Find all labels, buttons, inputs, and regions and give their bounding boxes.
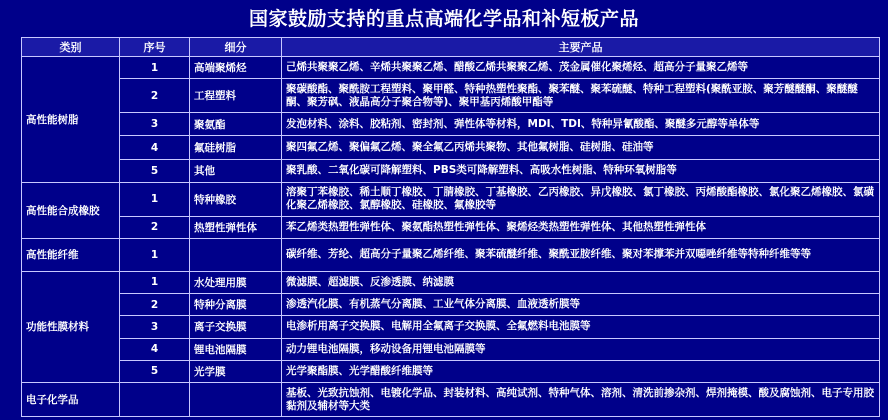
table-row	[22, 239, 880, 272]
row-number: 1	[120, 57, 190, 79]
subcategory-cell: 离子交换膜	[190, 316, 282, 338]
products-cell: 聚乳酸、二氧化碳可降解塑料、PBS类可降解塑料、高吸水性树脂、特种环氧树脂等	[282, 159, 880, 182]
table-row	[22, 338, 880, 360]
row-number: 2	[120, 216, 190, 238]
subcategory-cell: 其他	[190, 159, 282, 182]
products-cell: 碳纤维、芳纶、超高分子量聚乙烯纤维、聚苯硫醚纤维、聚酰亚胺纤维、聚对苯撑苯并双噁唑纤维等特种纤维等等	[282, 239, 880, 272]
products-cell: 电渗析用离子交换膜、电解用全氟离子交换膜、全氟燃料电池膜等	[282, 316, 880, 338]
row-number: 5	[120, 159, 190, 182]
category-cell: 功能性膜材料	[22, 271, 120, 382]
subcategory-cell: 氟硅树脂	[190, 136, 282, 159]
subcategory-cell: 聚氨酯	[190, 113, 282, 136]
row-number: 1	[120, 239, 190, 272]
row-number: 3	[120, 316, 190, 338]
table-row	[22, 216, 880, 238]
row-number: 4	[120, 338, 190, 360]
category-cell: 电子化学品	[22, 383, 120, 417]
subcategory-cell: 光学膜	[190, 360, 282, 382]
table-row	[22, 113, 880, 136]
table-row	[22, 182, 880, 216]
row-number: 1	[120, 182, 190, 216]
category-cell: 高性能纤维	[22, 239, 120, 272]
subcategory-cell: 特种分离膜	[190, 294, 282, 316]
subcategory-cell	[190, 239, 282, 272]
subcategory-cell	[190, 383, 282, 417]
header-category: 类别	[22, 38, 120, 57]
table-row	[22, 271, 880, 293]
category-cell: 高性能合成橡胶	[22, 182, 120, 238]
table-row	[22, 294, 880, 316]
row-number: 5	[120, 360, 190, 382]
products-cell: 基板、光致抗蚀剂、电镀化学品、封装材料、高纯试剂、特种气体、溶剂、清洗前掺杂剂、焊剂掩模、酸及腐蚀剂、电子专用胶黏剂及辅材等大类	[282, 383, 880, 417]
page-title: 国家鼓励支持的重点高端化学品和补短板产品	[248, 8, 639, 30]
products-cell: 己烯共聚聚乙烯、辛烯共聚聚乙烯、醋酸乙烯共聚聚乙烯、茂金属催化聚烯烃、超高分子量聚乙烯等	[282, 57, 880, 79]
table-row	[22, 136, 880, 159]
subcategory-cell: 特种橡胶	[190, 182, 282, 216]
subcategory-cell: 高端聚烯烃	[190, 57, 282, 79]
row-number: 4	[120, 136, 190, 159]
header-main-products: 主要产品	[282, 38, 880, 57]
table-row	[22, 316, 880, 338]
subcategory-cell: 工程塑料	[190, 79, 282, 113]
row-number: 1	[120, 271, 190, 293]
row-number: 2	[120, 294, 190, 316]
header-number: 序号	[120, 38, 190, 57]
products-cell: 聚碳酸酯、聚酰胺工程塑料、聚甲醛、特种热塑性聚酯、聚苯醚、聚苯硫醚、特种工程塑料(聚酰亚胺、聚芳醚醚酮、聚醚醚酮、聚芳砜、液晶高分子聚合物等)、聚甲基丙烯酸甲酯等	[282, 79, 880, 113]
table-header-row	[22, 38, 880, 57]
products-cell: 聚四氟乙烯、聚偏氟乙烯、聚全氟乙丙烯共聚物、其他氟树脂、硅树脂、硅油等	[282, 136, 880, 159]
products-cell: 光学聚酯膜、光学醋酸纤维膜等	[282, 360, 880, 382]
table-row	[22, 159, 880, 182]
subcategory-cell: 锂电池隔膜	[190, 338, 282, 360]
table-row	[22, 360, 880, 382]
row-number	[120, 383, 190, 417]
products-cell: 渗透汽化膜、有机蒸气分离膜、工业气体分离膜、血液透析膜等	[282, 294, 880, 316]
products-cell: 发泡材料、涂料、胶粘剂、密封剂、弹性体等材料，MDI、TDI、特种异氰酸酯、聚醚多元醇等单体等	[282, 113, 880, 136]
category-cell: 高性能树脂	[22, 57, 120, 183]
subcategory-cell: 水处理用膜	[190, 271, 282, 293]
row-number: 2	[120, 79, 190, 113]
products-cell: 微滤膜、超滤膜、反渗透膜、纳滤膜	[282, 271, 880, 293]
table-row	[22, 383, 880, 417]
products-cell: 动力锂电池隔膜，移动设备用锂电池隔膜等	[282, 338, 880, 360]
products-table	[21, 37, 880, 417]
table-row	[22, 79, 880, 113]
header-subcategory: 细分	[190, 38, 282, 57]
products-cell: 溶聚丁苯橡胶、稀土顺丁橡胶、丁腈橡胶、丁基橡胶、乙丙橡胶、异戊橡胶、氯丁橡胶、丙烯酸酯橡胶、氯化聚乙烯橡胶、氯磺化聚乙烯橡胶、氯醇橡胶、硅橡胶、氟橡胶等	[282, 182, 880, 216]
row-number: 3	[120, 113, 190, 136]
products-cell: 苯乙烯类热塑性弹性体、聚氨酯热塑性弹性体、聚烯烃类热塑性弹性体、其他热塑性弹性体	[282, 216, 880, 238]
table-row	[22, 57, 880, 79]
subcategory-cell: 热塑性弹性体	[190, 216, 282, 238]
